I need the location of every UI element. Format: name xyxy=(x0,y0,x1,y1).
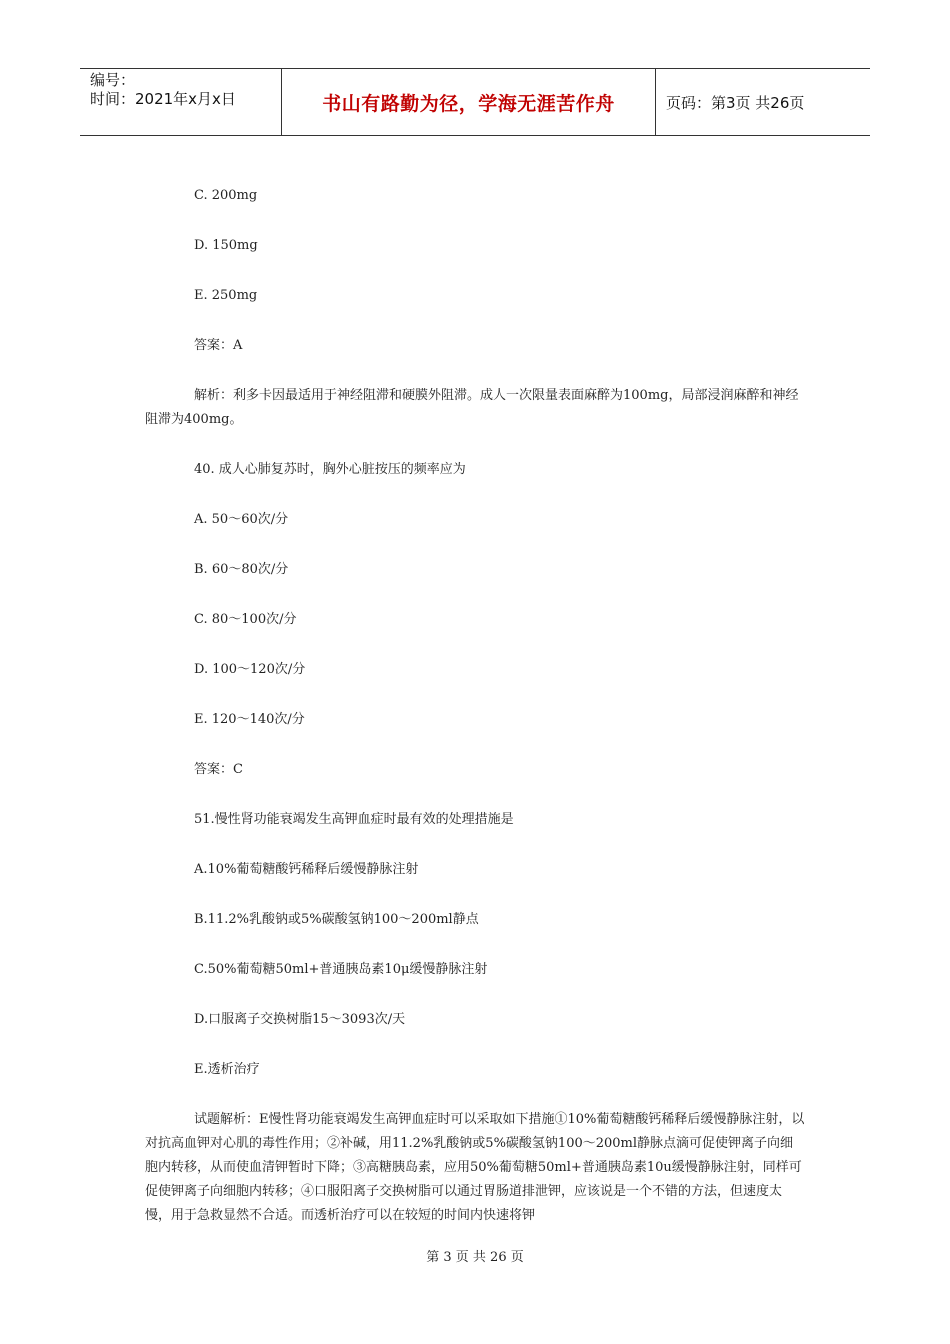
option-e: E. 250mg xyxy=(194,288,258,303)
explanation: 试题解析：E慢性肾功能衰竭发生高钾血症时可以采取如下措施①10%葡萄糖酸钙稀释后缓慢静脉注射，以对抗高血钾对心肌的毒性作用；②补碱，用11.2%乳酸钠或5%碳酸氢钠100～200ml静脉点滴可促使钾离子向细胞内转移，从而使血清钾暂时下降；③高糖胰岛素，应用50%葡萄糖50ml+普通胰岛素10u缓慢静脉注射，同样可促使钾离子向细胞内转移；④口服阳离子交换树脂可以通过胃肠道排泄钾，应该说是一个不错的方法，但速度太慢，用于急救显然不合适。而透析治疗可以在较短的时间内快速将钾 xyxy=(145,1112,805,1223)
option-d: D.口服离子交换树脂15～3093次/天 xyxy=(194,1012,406,1027)
page-footer: 第 3 页 共 26 页 xyxy=(426,1250,524,1265)
option-e: E.透析治疗 xyxy=(194,1062,260,1077)
header-page-cell xyxy=(656,69,870,135)
option-d: D. 150mg xyxy=(194,238,258,253)
header-meta-cell xyxy=(80,69,282,135)
header-motto: 书山有路勤为径，学海无涯苦作舟 xyxy=(322,92,615,115)
document-number-label: 编号： xyxy=(90,71,136,89)
document-body xyxy=(145,184,805,1228)
question-40: 40. 成人心肺复苏时，胸外心脏按压的频率应为 xyxy=(194,462,466,477)
option-c: C. 80～100次/分 xyxy=(194,612,297,627)
document-date: 时间：2021年x月x日 xyxy=(90,90,236,108)
explanation: 解析：利多卡因最适用于神经阻滞和硬膜外阻滞。成人一次限量表面麻醉为100mg，局部浸润麻醉和神经阻滞为400mg。 xyxy=(145,388,799,427)
question-51: 51.慢性肾功能衰竭发生高钾血症时最有效的处理措施是 xyxy=(194,812,514,827)
option-a: A.10%葡萄糖酸钙稀释后缓慢静脉注射 xyxy=(194,862,419,877)
option-b: B. 60～80次/分 xyxy=(194,562,289,577)
header-motto-cell xyxy=(282,69,656,135)
answer: 答案：A xyxy=(194,338,243,353)
page-header xyxy=(80,68,870,136)
header-page-number: 页码：第3页 共26页 xyxy=(666,93,805,112)
answer: 答案：C xyxy=(194,762,243,777)
option-b: B.11.2%乳酸钠或5%碳酸氢钠100～200ml静点 xyxy=(194,912,479,927)
option-c: C. 200mg xyxy=(194,188,258,203)
option-d: D. 100～120次/分 xyxy=(194,662,306,677)
option-c: C.50%葡萄糖50ml+普通胰岛素10μ缓慢静脉注射 xyxy=(194,962,488,977)
option-e: E. 120～140次/分 xyxy=(194,712,305,727)
option-a: A. 50～60次/分 xyxy=(194,512,289,527)
